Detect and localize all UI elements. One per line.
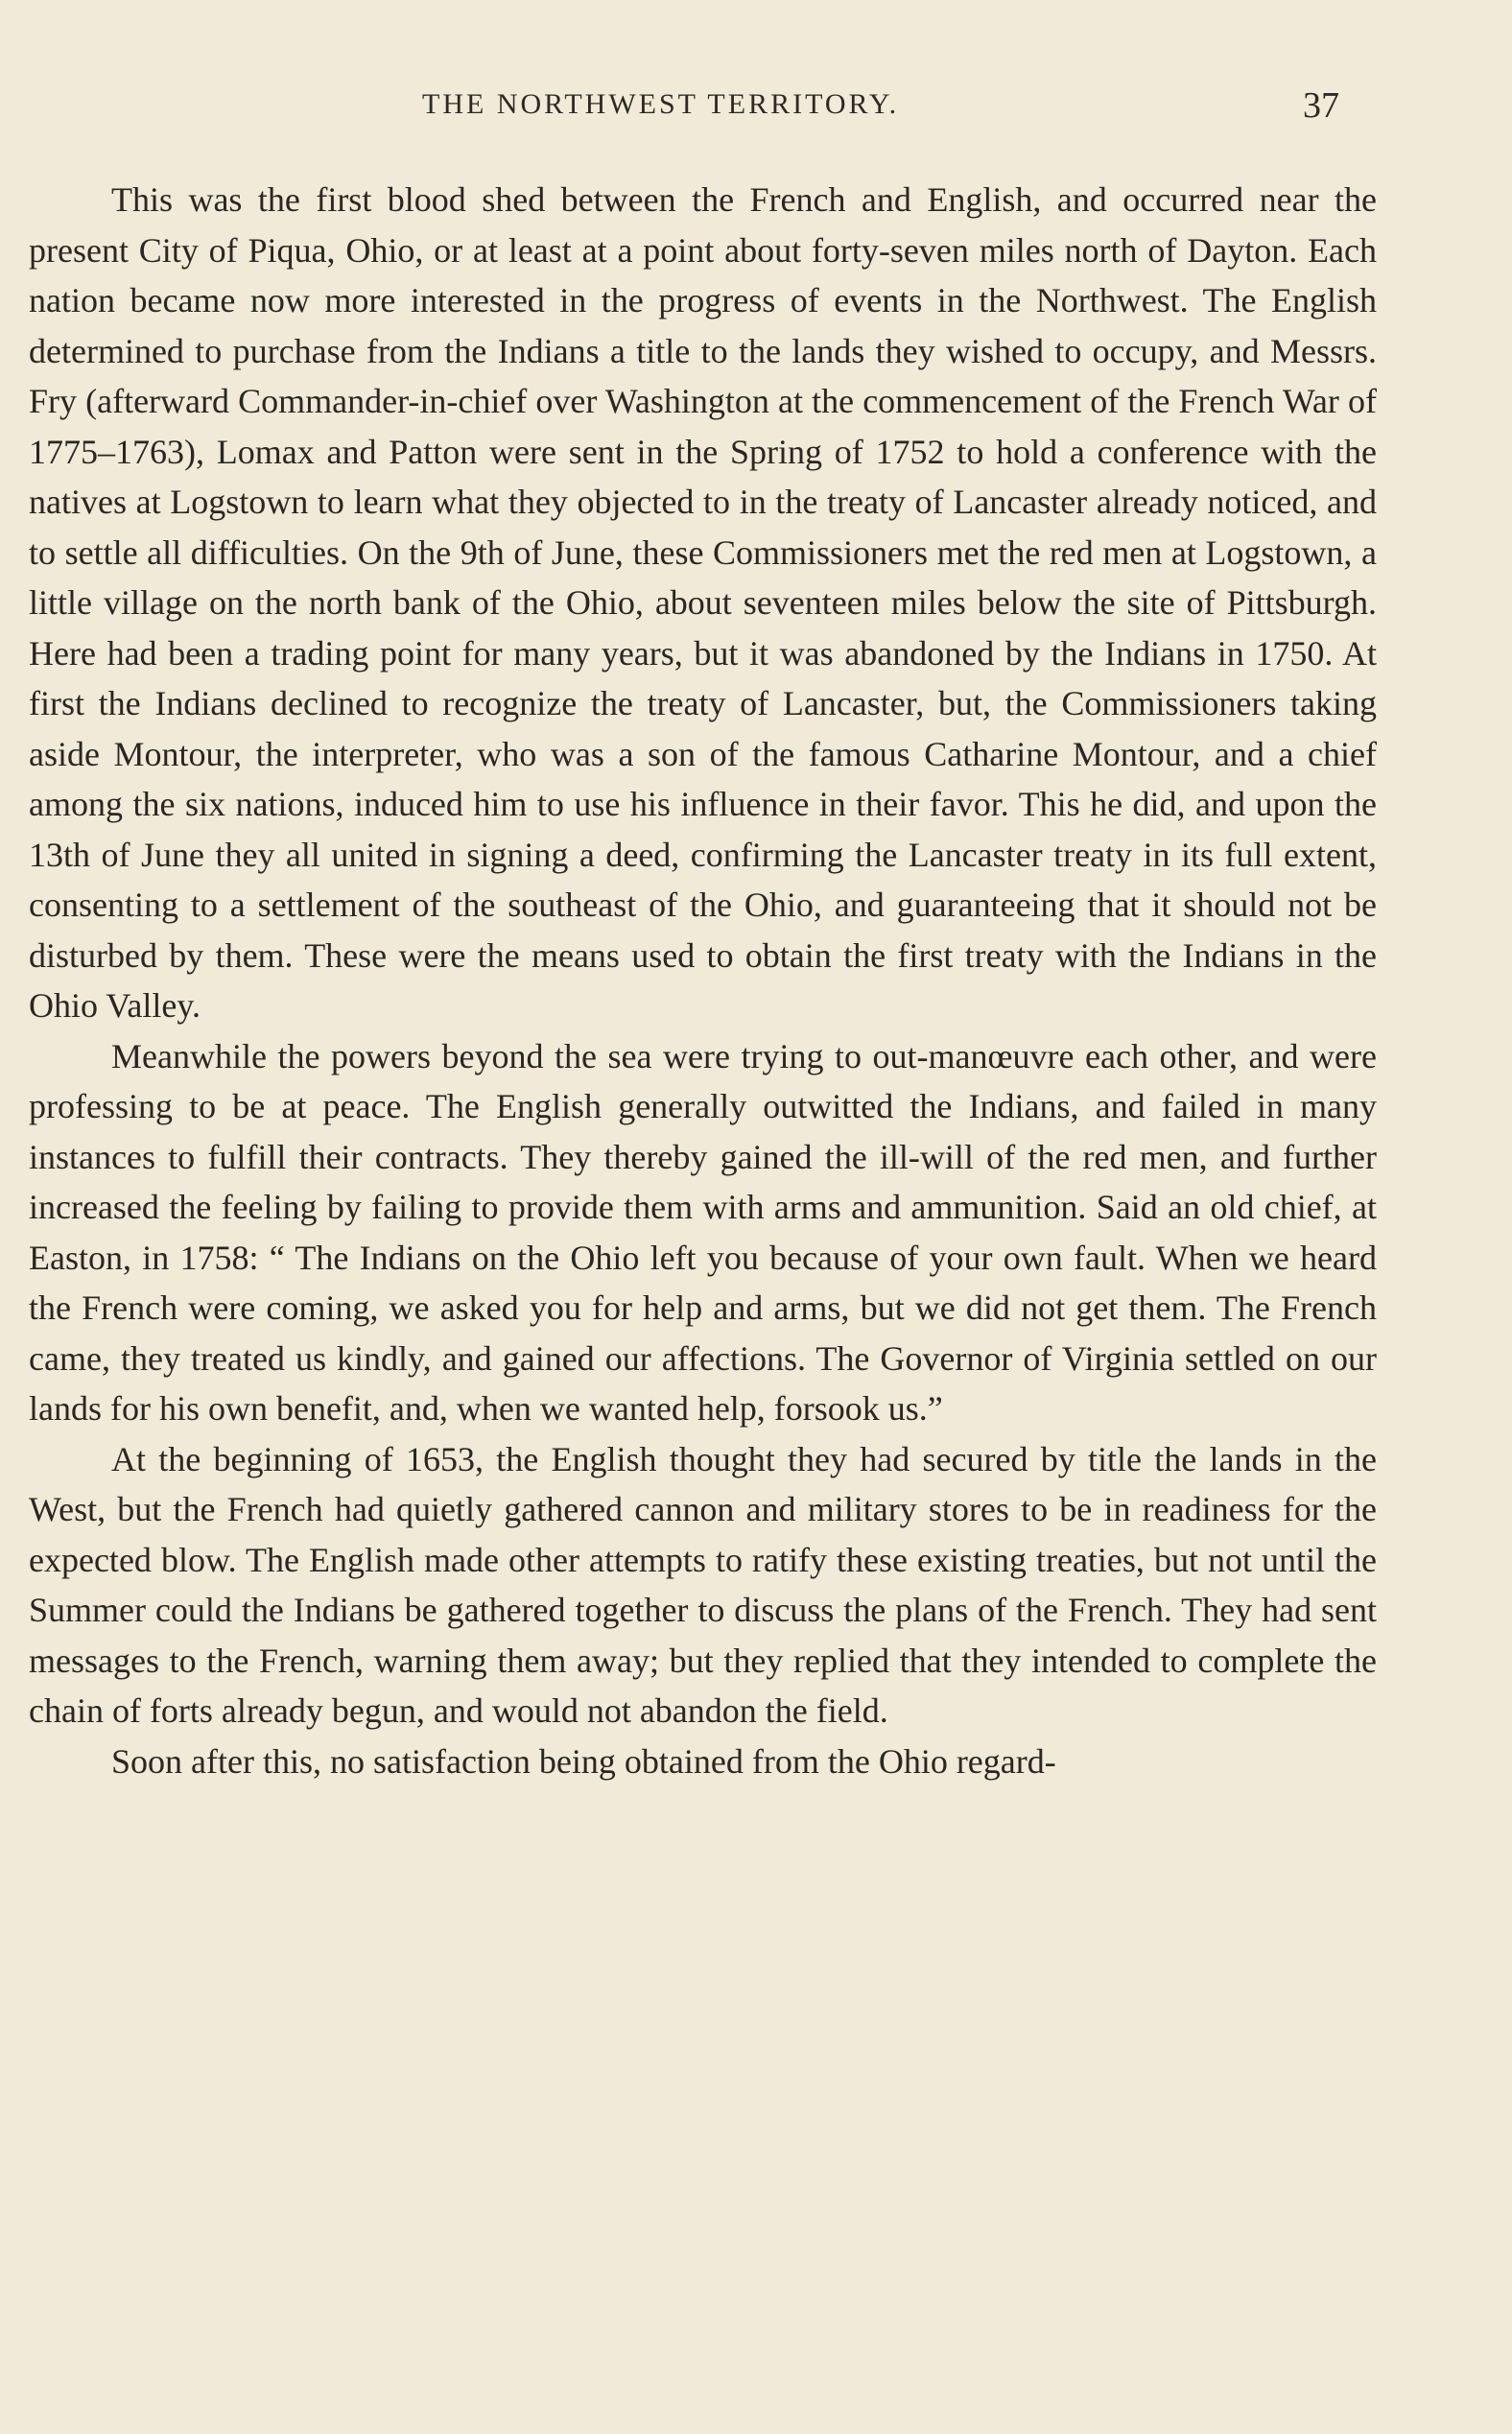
running-head <box>0 85 1512 127</box>
body-text <box>29 175 1377 1786</box>
running-title: THE NORTHWEST TERRITORY. <box>422 88 900 120</box>
paragraph-2: Meanwhile the powers beyond the sea were trying to out-manœuvre each other, and were professing to be at peace. The English generally outwitted the Indians, and failed in many instances to fulfill their contracts. They thereby gained the ill-will of the red men, and further increased the feeling by failing to provide them with arms and ammunition. Said an old chief, at Easton, in 1758: “ The Indians on the Ohio left you because of your own fault. When we heard the French were coming, we asked you for help and arms, but we did not get them. The French came, they treated us kindly, and gained our affections. The Governor of Virginia settled on our lands for his own benefit, and, when we wanted help, forsook us.” <box>29 1036 1377 1428</box>
paragraph-4: Soon after this, no satisfaction being obtained from the Ohio regard- <box>111 1741 1056 1781</box>
paragraph-3: At the beginning of 1653, the English thought they had secured by title the lands in the West, but the French had quietly gathered cannon and military stores to be in readiness for the expected blow. The English made other attempts to ratify these existing treaties, but not until the Summer could the Indians be gathered together to discuss the plans of the French. They had sent messages to the French, warning them away; but they replied that they intended to complete the chain of forts already begun, and would not abandon the field. <box>29 1439 1377 1730</box>
paragraph-1: This was the first blood shed between the French and English, and occurred near the present City of Piqua, Ohio, or at least at a point about forty-seven miles north of Dayton. Each nation became now more interested in the progress of events in the Northwest. The English determined to purchase from the Indians a title to the lands they wished to occupy, and Messrs. Fry (afterward Commander-in-chief over Washington at the commencement of the French War of 1775–1763), Lomax and Patton were sent in the Spring of 1752 to hold a conference with the natives at Logstown to learn what they objected to in the treaty of Lancaster already noticed, and to settle all difficulties. On the 9th of June, these Commissioners met the red men at Logstown, a little village on the north bank of the Ohio, about seventeen miles below the site of Pittsburgh. Here had been a trading point for many years, but it was abandoned by the Indians in 1750. At first the Indians declined to recognize the treaty of Lancaster, but, the Commissioners taking aside Montour, the interpreter, who was a son of the famous Catharine Montour, and a chief among the six nations, induced him to use his influence in their favor. This he did, and upon the 13th of June they all united in signing a deed, confirming the Lancaster treaty in its full extent, consenting to a settlement of the southeast of the Ohio, and guaranteeing that it should not be disturbed by them. These were the means used to obtain the first treaty with the Indians in the Ohio Valley. <box>29 180 1377 1025</box>
page-number: 37 <box>1303 85 1339 126</box>
